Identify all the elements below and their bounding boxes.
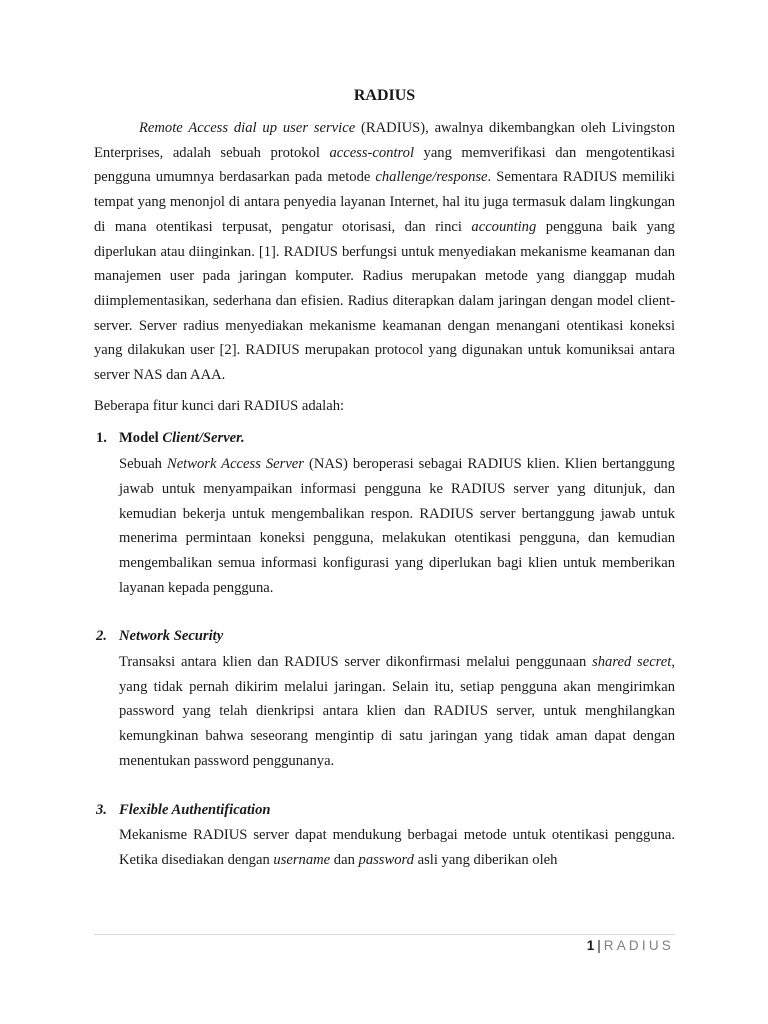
intro-text: yang memverifikasi dan mengotentikasi pengguna umumnya berdasarkan pada metode: [94, 144, 675, 186]
item-term: Network Access Server: [166, 456, 304, 473]
item-body: [119, 823, 675, 872]
item-text: dan: [330, 851, 359, 868]
intro-paragraph: [94, 116, 675, 388]
page-body: [94, 84, 675, 873]
intro-term: challenge/response: [375, 169, 488, 186]
intro-text: . Sementara RADIUS memiliki tempat yang menonjol di antara penyedia layanan Internet, hal itu juga termasuk dalam lingkungan di mana otentikasi terpusat, pengatur otorisasi, dan rinci: [94, 169, 675, 235]
footer-separator: |: [597, 938, 601, 953]
item-term: username: [273, 851, 331, 868]
item-heading-term: Client/Server.: [162, 430, 245, 447]
document-title: RADIUS: [353, 87, 416, 104]
item-text: asli yang diberikan oleh: [413, 851, 558, 868]
item-text: (NAS) beroperasi sebagai RADIUS klien. Klien bertanggung jawab untuk menyampaikan informasi pengguna ke RADIUS server yang ditunjuk, dan kemudian bekerja untuk mengembalikan respon. RADIUS server bertanggung jawab untuk menerima permintaan koneksi pengguna, melakukan otentikasi pengguna, dan kemudian mengembalikan semua informasi konfigurasi yang diperlukan bagi klien untuk memberikan layanan kepada pengguna.: [119, 456, 675, 596]
item-term: password: [358, 851, 414, 868]
intro-term: access-control: [329, 144, 415, 161]
item-heading: Flexible Authentification: [119, 801, 271, 818]
intro-text: (RADIUS), awalnya dikembangkan oleh Livingston Enterprises, adalah sebuah protokol: [94, 120, 676, 161]
item-text: , yang tidak pernah dikirim melalui jaringan. Selain itu, setiap pengguna akan mengirimkan password yang telah dienkripsi antara klien dan RADIUS server, untuk menghilangkan kemungkinan bahwa seseorang mengintip di satu jaringan yang tidak aman dapat dengan menentukan password penggunanya.: [119, 654, 675, 769]
page-footer: [587, 936, 674, 956]
list-item: [94, 426, 675, 600]
item-text: Sebuah: [119, 456, 167, 473]
intro-term: Remote Access dial up user service: [139, 120, 356, 136]
item-term: shared secret: [592, 654, 672, 671]
item-heading: [119, 426, 675, 451]
intro-text: pengguna baik yang diperlukan atau diinginkan. [1]. RADIUS berfungsi untuk menyediakan mekanisme keamanan dan manajemen user pada jaringan komputer. Radius merupakan metode yang dianggap mudah diimplementasikan, sederhana dan efisien. Radius diterapkan dalam jaringan dengan model client-server. Server radius menyediakan mekanisme keamanan dengan menangani otentikasi koneksi yang dilakukan user [2]. RADIUS merupakan protocol yang digunakan untuk komuniksai antara server NAS dan AAA.: [94, 218, 675, 384]
feature-list: [94, 426, 675, 872]
item-text: Mekanisme RADIUS server dapat mendukung berbagai metode untuk otentikasi pengguna. Ketika disediakan dengan: [119, 827, 675, 868]
list-item: [94, 798, 675, 873]
list-item: [94, 624, 675, 773]
footer-divider: [94, 934, 675, 935]
item-text: Transaksi antara klien dan RADIUS server dikonfirmasi melalui penggunaan: [119, 654, 593, 671]
page-number: 1: [586, 938, 595, 953]
item-body: [119, 650, 675, 774]
item-number: 3.: [96, 801, 107, 818]
item-number: 2.: [96, 628, 107, 645]
item-heading-text: Model: [119, 430, 163, 447]
item-body: [119, 452, 675, 600]
features-intro: Beberapa fitur kunci dari RADIUS adalah:: [94, 397, 345, 414]
item-number: 1.: [96, 430, 107, 447]
intro-term: accounting: [471, 218, 537, 235]
footer-header-text: RADIUS: [603, 938, 674, 953]
item-heading: Network Security: [119, 628, 224, 645]
